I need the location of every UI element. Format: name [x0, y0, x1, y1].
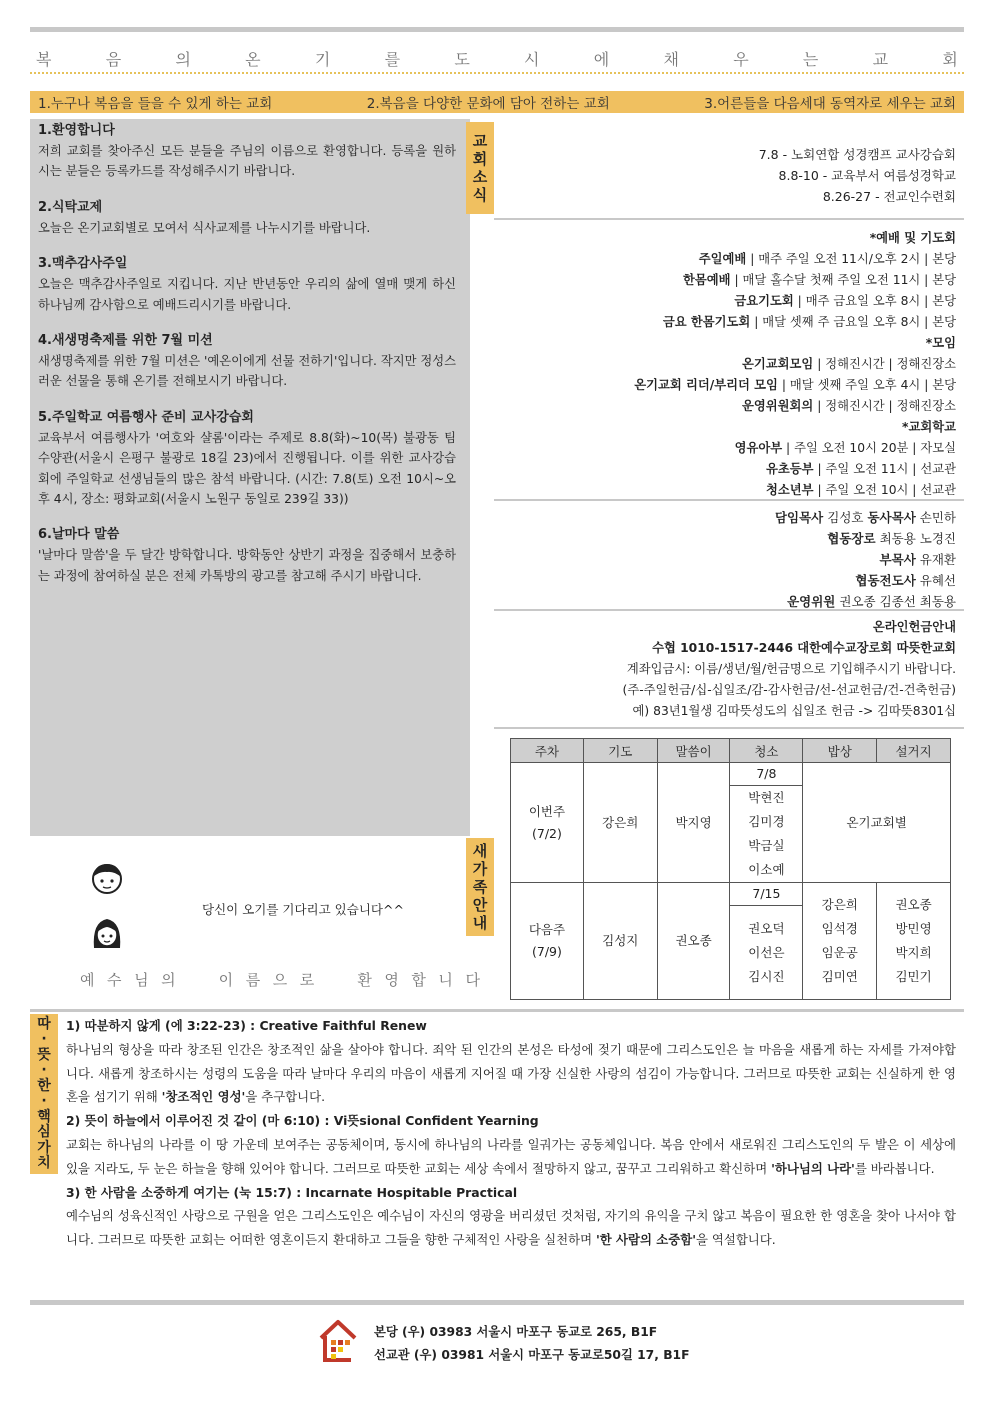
motto-char: 우 — [733, 49, 749, 69]
meal-cell: 강은희 임석경 임운공 김미연 — [803, 883, 877, 1000]
table-header-row — [511, 739, 951, 763]
notice-item — [38, 121, 456, 182]
church-goals-bar — [30, 91, 964, 113]
notice-item — [38, 408, 456, 510]
motto-char: 의 — [175, 49, 191, 69]
label-char: 식 — [472, 186, 488, 204]
notice-title: 4.새생명축제를 위한 7월 미션 — [38, 333, 213, 349]
core-values — [66, 1014, 956, 1252]
welcome-slogan: 예 수 님 의 이 름 으 로 환 영 합 니 다 — [80, 971, 480, 989]
divider — [30, 1009, 964, 1012]
label-char: 가 — [472, 860, 488, 878]
man-icon — [90, 860, 124, 896]
col-header: 밥상 — [803, 739, 877, 763]
col-header: 청소 — [730, 739, 803, 763]
meeting-row: 온기교회모임 | 정해진시간 | 정해진장소 — [741, 357, 956, 371]
week-cell: 다음주 (7/9) — [511, 883, 584, 1000]
word-cell: 박지영 — [657, 763, 730, 883]
label-char: 핵 — [37, 1108, 51, 1125]
clean-date-cell: 7/15 — [730, 883, 803, 906]
service-row: 금요기도회 | 매주 금요일 오후 8시 | 본당 — [734, 294, 956, 308]
online-offering-info — [494, 617, 964, 729]
news-item: 8.26-27 - 전교인수련회 — [822, 189, 956, 204]
notice-title: 1.환영합니다 — [38, 123, 115, 138]
news-item: 7.8 - 노회연합 성경캠프 교사강습회 — [758, 147, 956, 162]
clean-cell: 박현진 김미경 박금실 이소예 — [730, 786, 803, 883]
church-news-label — [466, 122, 494, 214]
news-item: 8.8-10 - 교육부서 여름성경학교 — [778, 168, 956, 183]
woman-icon — [90, 914, 124, 952]
notice-title: 2.식탁교제 — [38, 199, 103, 215]
clean-date-cell: 7/8 — [730, 763, 803, 786]
label-char: · — [41, 1093, 47, 1109]
label-char: 안 — [472, 896, 488, 914]
notice-body: 오늘은 맥추감사주일로 지킵니다. 지난 반년동안 우리의 삶에 열매 맺게 하신 하나님께 감사함으로 예배드리시기를 바랍니다. — [38, 277, 456, 312]
main-building-address: 본당 (우) 03983 서울시 마포구 동교로 265, B1F — [374, 1325, 658, 1339]
col-header: 말씀이 — [657, 739, 730, 763]
value-body: 교회는 하나님의 나라를 이 땅 가운데 보여주는 공동체이며, 동시에 하나님의 나라를 일궈가는 공동체입니다. 복음 안에서 새로워진 그리스도인의 두 발은 이 세상에 있을 지라도, 두 눈은 하늘을 향해 있어야 합니다. 그러므로 따뜻한 교회는 세상 속에서 절망하지 않고, 꿈꾸고 그리워하고 확신하며 '하나님의 나라'를 바라봅니다. — [66, 1136, 956, 1176]
meeting-row: 온기교회 리더/부리더 모임 | 매달 셋째 주일 오후 4시 | 본당 — [634, 378, 956, 392]
offering-line: (주-주일헌금/십-십일조/감-감사헌금/선-선교헌금/건-건축헌금) — [622, 683, 956, 697]
notices-panel — [30, 119, 470, 836]
week-cell: 이번주 (7/2) — [511, 763, 584, 883]
meeting-row: 운영위원회의 | 정해진시간 | 정해진장소 — [741, 399, 956, 413]
top-rule — [30, 27, 964, 32]
motto-char: 온 — [245, 49, 261, 69]
label-char: · — [41, 1031, 47, 1047]
notice-item — [38, 198, 456, 238]
motto-char: 도 — [454, 49, 470, 69]
school-row: 영유아부 | 주일 오전 10시 20분 | 자모실 — [734, 441, 956, 455]
col-header: 주차 — [511, 739, 584, 763]
section-heading: *교회학교 — [902, 420, 956, 434]
label-char: 내 — [472, 914, 488, 932]
notice-item — [38, 525, 456, 586]
motto-banner — [30, 44, 964, 74]
worship-schedule — [494, 228, 964, 501]
notice-title: 5.주일학교 여름행사 준비 교사강습회 — [38, 409, 254, 425]
value-item — [66, 1181, 956, 1252]
notice-body: 오늘은 온기교회별로 모여서 식사교제를 나누시기를 바랍니다. — [38, 220, 371, 235]
offering-line: 예) 83년1월생 김따뜻성도의 십일조 헌금 -> 김따뜻8301십 — [632, 704, 956, 718]
church-logo-icon — [318, 1318, 358, 1364]
label-char: · — [41, 1062, 47, 1078]
section-heading: *예배 및 기도회 — [869, 231, 956, 245]
service-row: 금요 한몸기도회 | 매달 셋째 주 금요일 오후 8시 | 본당 — [662, 315, 956, 329]
label-char: 족 — [472, 878, 488, 896]
motto-char: 기 — [314, 49, 331, 69]
col-header: 설거지 — [877, 739, 951, 763]
notice-body: 저희 교회를 찾아주신 모든 분들을 주님의 이름으로 환영합니다. 등록을 원하시는 분들은 등록카드를 작성해주시기 바랍니다. — [38, 144, 456, 179]
notice-body: 교육부서 여름행사가 '여호와 샬롬'이라는 주제로 8.8(화)~10(목) 불광동 팀 수양관(서울시 은평구 불광로 18길 23)에서 진행됩니다. 이를 위한 교사강습회에 주일학교 선생님들의 많은 참석 바랍니다. (시간: 7.8(토) 오전 10시~오후 4시, 장소: 평화교회(서울시 노원구 동일로 239길 33)) — [38, 430, 456, 507]
value-title: 2) 뜻이 하늘에서 이루어진 것 같이 (마 6:10) : Vi뜻sional Confident Yearning — [66, 1113, 539, 1129]
service-row: 한몸예배 | 매달 홀수달 첫째 주일 오전 11시 | 본당 — [683, 273, 956, 287]
prayer-cell: 김성지 — [583, 883, 657, 1000]
school-row: 청소년부 | 주일 오전 10시 | 선교관 — [766, 483, 956, 497]
section-heading: *모임 — [925, 336, 956, 350]
motto-char: 음 — [105, 49, 122, 69]
staff-row: 부목사 유재환 — [879, 552, 956, 567]
offering-title: 온라인헌금안내 — [872, 620, 956, 634]
prayer-cell: 강은희 — [583, 763, 657, 883]
school-row: 유초등부 | 주일 오전 11시 | 선교관 — [766, 462, 956, 476]
notice-title: 3.맥추감사주일 — [38, 256, 128, 272]
staff-row: 운영위원 권오종 김종선 최동용 — [787, 594, 956, 609]
goal-1: 1.누구나 복음을 들을 수 있게 하는 교회 — [38, 96, 273, 112]
staff-row: 협동장로 최동용 노경진 — [827, 531, 956, 546]
value-item — [66, 1014, 956, 1109]
value-item — [66, 1109, 956, 1180]
welcome-message: 당신이 오기를 기다리고 있습니다^^ — [202, 902, 404, 917]
notice-title: 6.날마다 말씀 — [38, 527, 120, 543]
duty-table — [510, 738, 951, 1000]
motto-char: 회 — [942, 49, 958, 69]
motto-char: 시 — [524, 49, 540, 69]
label-char: 한 — [37, 1077, 51, 1094]
word-cell: 권오종 — [657, 883, 730, 1000]
label-char: 뜻 — [37, 1046, 51, 1063]
offering-line: 계좌입금시: 이름/생년/월/헌금명으로 기입해주시기 바랍니다. — [626, 662, 956, 676]
notice-item — [38, 254, 456, 315]
staff-list — [494, 507, 964, 611]
motto-char: 는 — [802, 49, 819, 69]
label-char: 교 — [472, 132, 488, 150]
goal-3: 3.어른들을 다음세대 동역자로 세우는 교회 — [704, 96, 956, 112]
label-char: 새 — [472, 842, 488, 860]
label-char: 회 — [472, 150, 488, 168]
staff-row: 협동전도사 유혜선 — [855, 573, 956, 588]
meal-cell: 온기교회별 — [803, 763, 951, 883]
value-title: 1) 따분하지 않게 (에 3:22-23) : Creative Faithful Renew — [66, 1018, 427, 1033]
notice-item — [38, 331, 456, 392]
motto-char: 에 — [593, 49, 610, 69]
label-char: 치 — [37, 1155, 51, 1171]
value-title: 3) 한 사람을 소중하게 여기는 (눅 15:7) : Incarnate Hospitable Practical — [66, 1184, 518, 1200]
clean-cell: 권오덕 이선은 김시진 — [730, 906, 803, 1000]
label-char: 심 — [37, 1124, 51, 1140]
dish-cell: 권오종 방민영 박지희 김민기 — [877, 883, 951, 1000]
motto-char: 를 — [384, 49, 401, 69]
church-news — [494, 122, 964, 220]
divider — [30, 1300, 964, 1305]
value-body: 하나님의 형상을 따라 창조된 인간은 창조적인 삶을 살아야 합니다. 죄악 된 인간의 본성은 타성에 젖기 때문에 그리스도인은 늘 마음을 새롭게 하는 자세를 가져야합니다. 새롭게 창조하시는 성령의 도움을 따라 날마다 우리의 마음이 새롭게 지어질 때 가장 신실한 사랑의 섬김이 가능합니다. 그러므로 따뜻한 교회는 신실하게 한 영혼을 섬기기 위해 '창조적인 영성'을 추구합니다. — [66, 1041, 956, 1105]
col-header: 기도 — [583, 739, 657, 763]
goal-2: 2.복음을 다양한 문화에 담아 전하는 교회 — [366, 96, 610, 112]
offering-account: 수협 1010-1517-2446 대한예수교장로회 따뜻한교회 — [652, 641, 956, 655]
staff-row: 담임목사 김성호 동사목사 손민하 — [774, 510, 956, 525]
motto-char: 복 — [36, 49, 52, 69]
motto-char: 채 — [663, 49, 679, 69]
mission-building-address: 선교관 (우) 03981 서울시 마포구 동교로50길 17, B1F — [374, 1348, 690, 1362]
table-row — [511, 883, 951, 906]
notice-body: 새생명축제를 위한 7월 미션은 '예온이에게 선물 전하기'입니다. 작지만 정성스러운 선물을 통해 온기를 전해보시기 바랍니다. — [38, 354, 457, 389]
label-char: 소 — [472, 168, 488, 186]
notice-body: '날마다 말씀'을 두 달간 방학합니다. 방학동안 상반기 과정을 집중해서 보충하는 과정에 참여하실 분은 전체 카톡방의 광고를 참고해 주시기 바랍니다. — [38, 548, 456, 583]
table-row — [511, 763, 951, 786]
service-row: 주일예배 | 매주 주일 오전 11시/오후 2시 | 본당 — [698, 252, 956, 266]
label-char: 가 — [37, 1139, 51, 1156]
motto-char: 교 — [872, 49, 889, 69]
label-char: 따 — [37, 1015, 51, 1032]
new-family-label — [466, 838, 494, 936]
value-body: 예수님의 성육신적인 사랑으로 구원을 얻은 그리스도인은 예수님이 자신의 영광을 버리셨던 것처럼, 자기의 유익을 구치 않고 복음이 필요한 한 영혼을 찾아 나서야 합니다. 그러므로 따뜻한 교회는 어떠한 영혼이든지 환대하고 그들을 향한 구체적인 사랑을 실천하며 '한 사람의 소중함'을 역설합니다. — [66, 1208, 956, 1248]
welcome-section — [30, 836, 480, 1006]
core-values-label — [30, 1014, 58, 1174]
